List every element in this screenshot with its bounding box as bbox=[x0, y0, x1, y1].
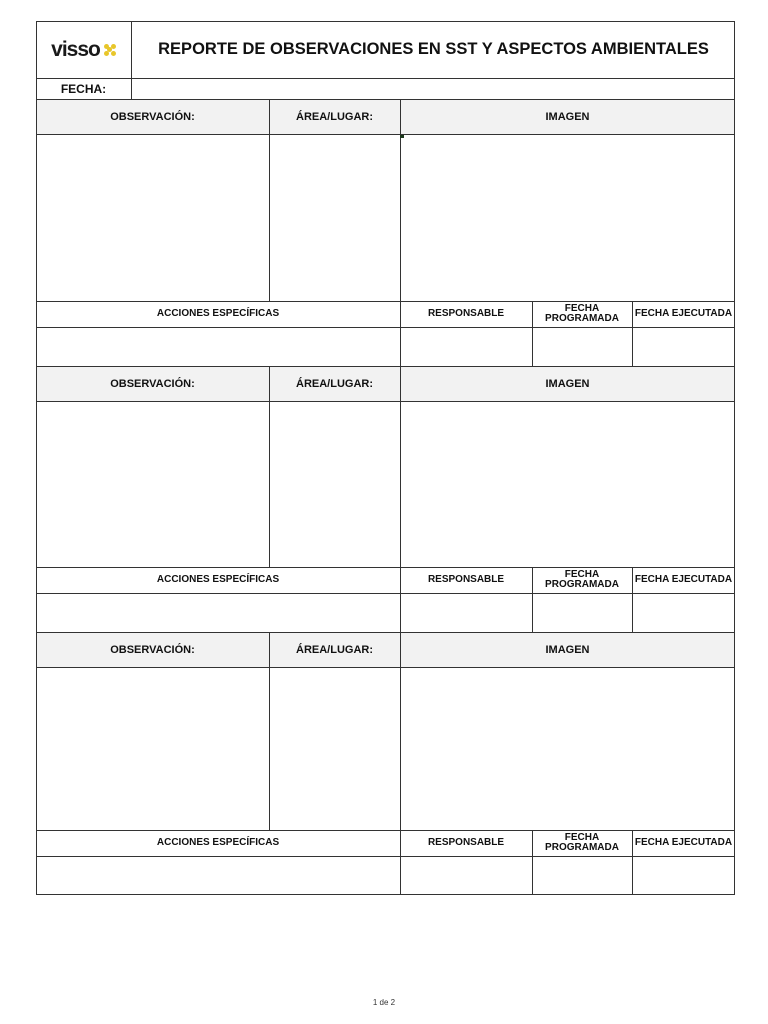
logo-mark-icon bbox=[104, 44, 116, 56]
fecha-ejecutada-label: FECHA EJECUTADA bbox=[634, 837, 733, 848]
fecha-programada-field[interactable] bbox=[533, 594, 632, 632]
responsable-label: RESPONSABLE bbox=[427, 308, 505, 319]
acciones-field[interactable] bbox=[37, 594, 400, 632]
imagen-field[interactable] bbox=[401, 668, 734, 830]
report-form bbox=[36, 21, 735, 895]
cursor-mark bbox=[400, 135, 404, 138]
observacion-field[interactable] bbox=[37, 668, 269, 830]
area-lugar-label: ÁREA/LUGAR: bbox=[296, 377, 373, 390]
acciones-especificas-label: ACCIONES ESPECÍFICAS bbox=[156, 308, 280, 319]
acciones-especificas-label: ACCIONES ESPECÍFICAS bbox=[156, 574, 280, 585]
fecha-programada-label: FECHA PROGRAMADA bbox=[545, 569, 619, 590]
observacion-field[interactable] bbox=[37, 402, 269, 567]
fecha-ejecutada-label: FECHA EJECUTADA bbox=[634, 574, 733, 585]
visso-logo bbox=[36, 21, 131, 78]
area-lugar-field[interactable] bbox=[270, 668, 400, 830]
fecha-label: FECHA: bbox=[60, 81, 107, 96]
observacion-label: OBSERVACIÓN: bbox=[110, 643, 195, 656]
fecha-programada-label: FECHA PROGRAMADA bbox=[545, 303, 619, 324]
imagen-label: IMAGEN bbox=[545, 110, 590, 123]
area-lugar-field[interactable] bbox=[270, 135, 400, 301]
fecha-ejecutada-field[interactable] bbox=[633, 328, 734, 366]
responsable-field[interactable] bbox=[401, 328, 532, 366]
imagen-label: IMAGEN bbox=[545, 377, 590, 390]
responsable-field[interactable] bbox=[401, 594, 532, 632]
responsable-field[interactable] bbox=[401, 857, 532, 895]
area-lugar-label: ÁREA/LUGAR: bbox=[296, 643, 373, 656]
acciones-especificas-label: ACCIONES ESPECÍFICAS bbox=[156, 837, 280, 848]
page-title: REPORTE DE OBSERVACIONES EN SST Y ASPECTOS AMBIENTALES bbox=[158, 40, 709, 58]
observacion-label: OBSERVACIÓN: bbox=[110, 110, 195, 123]
area-lugar-label: ÁREA/LUGAR: bbox=[296, 110, 373, 123]
fecha-programada-field[interactable] bbox=[533, 328, 632, 366]
fecha-ejecutada-field[interactable] bbox=[633, 594, 734, 632]
fecha-programada-label: FECHA PROGRAMADA bbox=[545, 832, 619, 853]
responsable-label: RESPONSABLE bbox=[427, 837, 505, 848]
imagen-field[interactable] bbox=[401, 135, 734, 301]
fecha-ejecutada-field[interactable] bbox=[633, 857, 734, 895]
logo-text: visso bbox=[51, 37, 100, 61]
observacion-label: OBSERVACIÓN: bbox=[110, 377, 195, 390]
imagen-field[interactable] bbox=[401, 402, 734, 567]
fecha-programada-field[interactable] bbox=[533, 857, 632, 895]
acciones-field[interactable] bbox=[37, 857, 400, 895]
page-number: 1 de 2 bbox=[372, 998, 396, 1007]
observacion-field[interactable] bbox=[37, 135, 269, 301]
fecha-ejecutada-label: FECHA EJECUTADA bbox=[634, 308, 733, 319]
responsable-label: RESPONSABLE bbox=[427, 574, 505, 585]
fecha-field[interactable] bbox=[132, 79, 734, 99]
imagen-label: IMAGEN bbox=[545, 643, 590, 656]
acciones-field[interactable] bbox=[37, 328, 400, 366]
area-lugar-field[interactable] bbox=[270, 402, 400, 567]
